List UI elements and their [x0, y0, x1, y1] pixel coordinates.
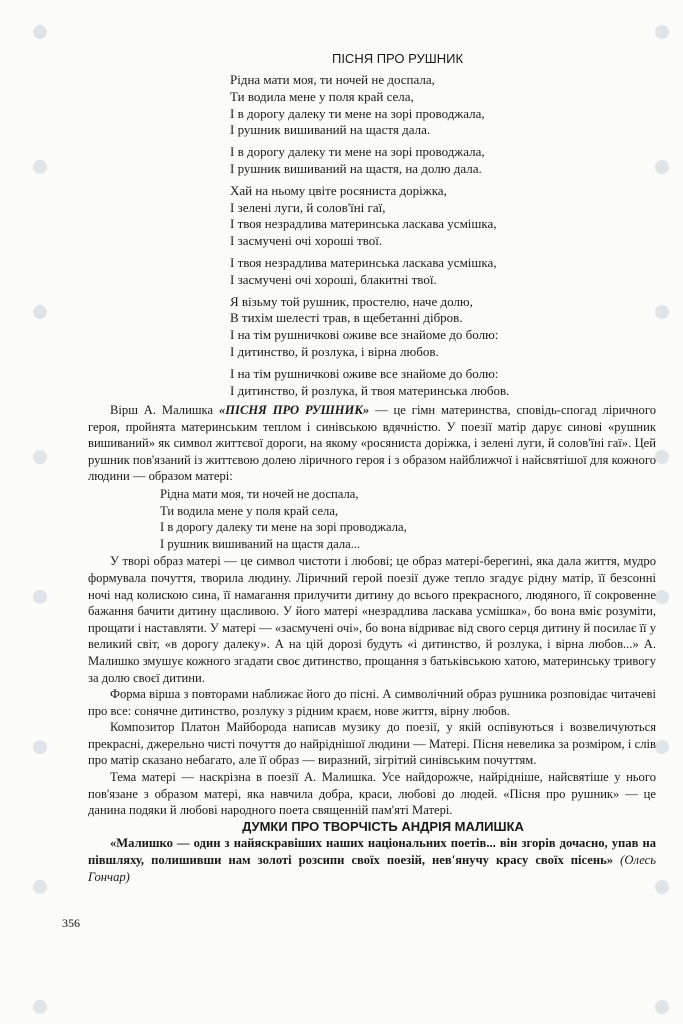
- analysis-text: [88, 402, 656, 885]
- watermark-logo-icon: [33, 450, 47, 464]
- analysis-paragraph: Форма вірша з повторами наближає його до пісні. А символічний образ рушника розповідає читачеві про все: сонячне дитинство, розлуку з рідним краєм, нове життя, вірну любов.: [88, 687, 656, 718]
- watermark-logo-icon: [655, 305, 669, 319]
- poem-line: І дитинство, й розлука, й твоя материнська любов.: [230, 382, 510, 398]
- poem-line: І на тім рушничкові оживе все знайоме до болю:: [230, 365, 499, 381]
- poem-line: І твоя незрадлива материнська ласкава усмішка,: [230, 216, 497, 232]
- opinion-quote: «Малишко — один з найяскравіших наших національних поетів... він згорів дочасно, упав на півшляху, полишивши нам золоті розсипи своїх поезій, нев'янучу красу своїх пісень» (Олесь Гончар): [88, 836, 656, 884]
- analysis-paragraph: Тема матері — наскрізна в поезії А. Малишка. Усе найдорожче, найрідніше, найсвятіше у нього пов'язане з образом матері, яка навчила добра, краси, любові до людей. «Пісня про рушник» — це данина подяки й любові народного поета священній пам'яті Матері.: [88, 770, 656, 818]
- watermark-logo-icon: [33, 305, 47, 319]
- poem: [230, 72, 509, 404]
- watermark-logo-icon: [655, 1000, 669, 1014]
- poem-stanza: [230, 255, 509, 289]
- quote-line: І в дорогу далеку ти мене на зорі проводжала,: [160, 520, 407, 535]
- poem-line: Я візьму той рушник, простелю, наче долю,: [230, 293, 473, 309]
- watermark-logo-icon: [655, 160, 669, 174]
- page-number: 356: [62, 916, 80, 930]
- poem-line: Хай на ньому цвіте росяниста доріжка,: [230, 182, 447, 198]
- quote-line: Ти водила мене у поля край села,: [160, 503, 339, 518]
- poem-line: Ти водила мене у поля край села,: [230, 88, 414, 104]
- poem-line: І засмучені очі хороші твої.: [230, 233, 383, 249]
- poem-stanza: [230, 294, 509, 361]
- poem-stanza: [230, 144, 509, 178]
- poem-line: І дитинство, й розлука, і вірна любов.: [230, 343, 439, 359]
- watermark-logo-icon: [655, 880, 669, 894]
- watermark-logo-icon: [655, 450, 669, 464]
- analysis-paragraph: Композитор Платон Майборода написав музику до поезії, у якій оспівуються і возвеличуються прекрасні, джерельно чисті почуття до найріднішої людини — Матері. Пісня невелика за розміром, і слів про матір сказано небагато, але її образ — виразний, зігрітий синівським почуттям.: [88, 720, 656, 768]
- poem-line: І твоя незрадлива материнська ласкава усмішка,: [230, 254, 497, 270]
- watermark-logo-icon: [655, 740, 669, 754]
- poem-line: В тихім шелесті трав, в щебетанні дібров.: [230, 310, 463, 326]
- poem-line: І рушник вишиваний на щастя дала.: [230, 122, 431, 138]
- watermark-logo-icon: [655, 25, 669, 39]
- poem-line: І в дорогу далеку ти мене на зорі проводжала,: [230, 144, 485, 160]
- analysis-paragraph: У творі образ матері — це символ чистоти і любові; це образ матері-берегині, яка дала життя, мудро формувала почуття, творила людину. Ліричний герой поезії дуже тепло згадує рідну матір, її безсонні ночі над колискою сина, її намагання прилучити дитину до всього прекрасного, людяного, її сокровенне бажання бачити дитину щасливою. У його матері «незрадлива ласкава усмішка», бо вона вміє розуміти, прощати і наставляти. У матері — «засмучені очі», бо вона відриває від свого серця дитину й посилає її у великий світ, «в дорогу далеку». А на цій дорозі будуть «і дитинство, й розлука, і вірна любов...» А. Малишко змушує кожного згадати своє дитинство, прощання з батьківською хатою, материнську тривогу за долю своєї дитини.: [88, 554, 656, 685]
- watermark-logo-icon: [33, 740, 47, 754]
- analysis-paragraph: Вірш А. Малишка «ПІСНЯ ПРО РУШНИК» — це гімн материнства, сповідь-спогад ліричного героя, пройнята материнським теплом і синівською вдячністю. У поезії матір дарує синові «рушник вишиваний» як символ життєвої дороги, на якому «росяниста доріжка, і зелені луги, й солов'їні гаї». Цей рушник пов'язаний із життєвою долею ліричного героя і з образом найближчої і найсвятішої для кожного людини — образом матері:: [88, 403, 656, 484]
- watermark-logo-icon: [33, 590, 47, 604]
- poem-title: ПІСНЯ ПРО РУШНИК: [331, 51, 464, 66]
- poem-line: І в дорогу далеку ти мене на зорі проводжала,: [230, 105, 485, 121]
- poem-line: І засмучені очі хороші, блакитні твої.: [230, 271, 437, 287]
- section-heading: ДУМКИ ПРО ТВОРЧІСТЬ АНДРІЯ МАЛИШКА: [242, 818, 524, 834]
- poem-stanza: [230, 366, 509, 400]
- watermark-logo-icon: [33, 880, 47, 894]
- watermark-logo-icon: [33, 1000, 47, 1014]
- watermark-logo-icon: [655, 590, 669, 604]
- poem-line: І зелені луги, й солов'їні гаї,: [230, 199, 386, 215]
- poem-stanza: [230, 72, 509, 139]
- watermark-logo-icon: [33, 160, 47, 174]
- watermark-logo-icon: [33, 25, 47, 39]
- quote-line: І рушник вишиваний на щастя дала...: [160, 536, 361, 551]
- poem-quote: [88, 486, 656, 552]
- poem-line: Рідна мати моя, ти ночей не доспала,: [230, 72, 435, 87]
- poem-title-reference: «ПІСНЯ ПРО РУШНИК»: [218, 403, 370, 417]
- quote-author: (Олесь Гончар): [88, 853, 656, 884]
- poem-line: І на тім рушничкові оживе все знайоме до болю:: [230, 327, 499, 343]
- quote-line: Рідна мати моя, ти ночей не доспала,: [160, 486, 359, 501]
- poem-line: І рушник вишиваний на щастя, на долю дала.: [230, 160, 482, 176]
- poem-stanza: [230, 183, 509, 250]
